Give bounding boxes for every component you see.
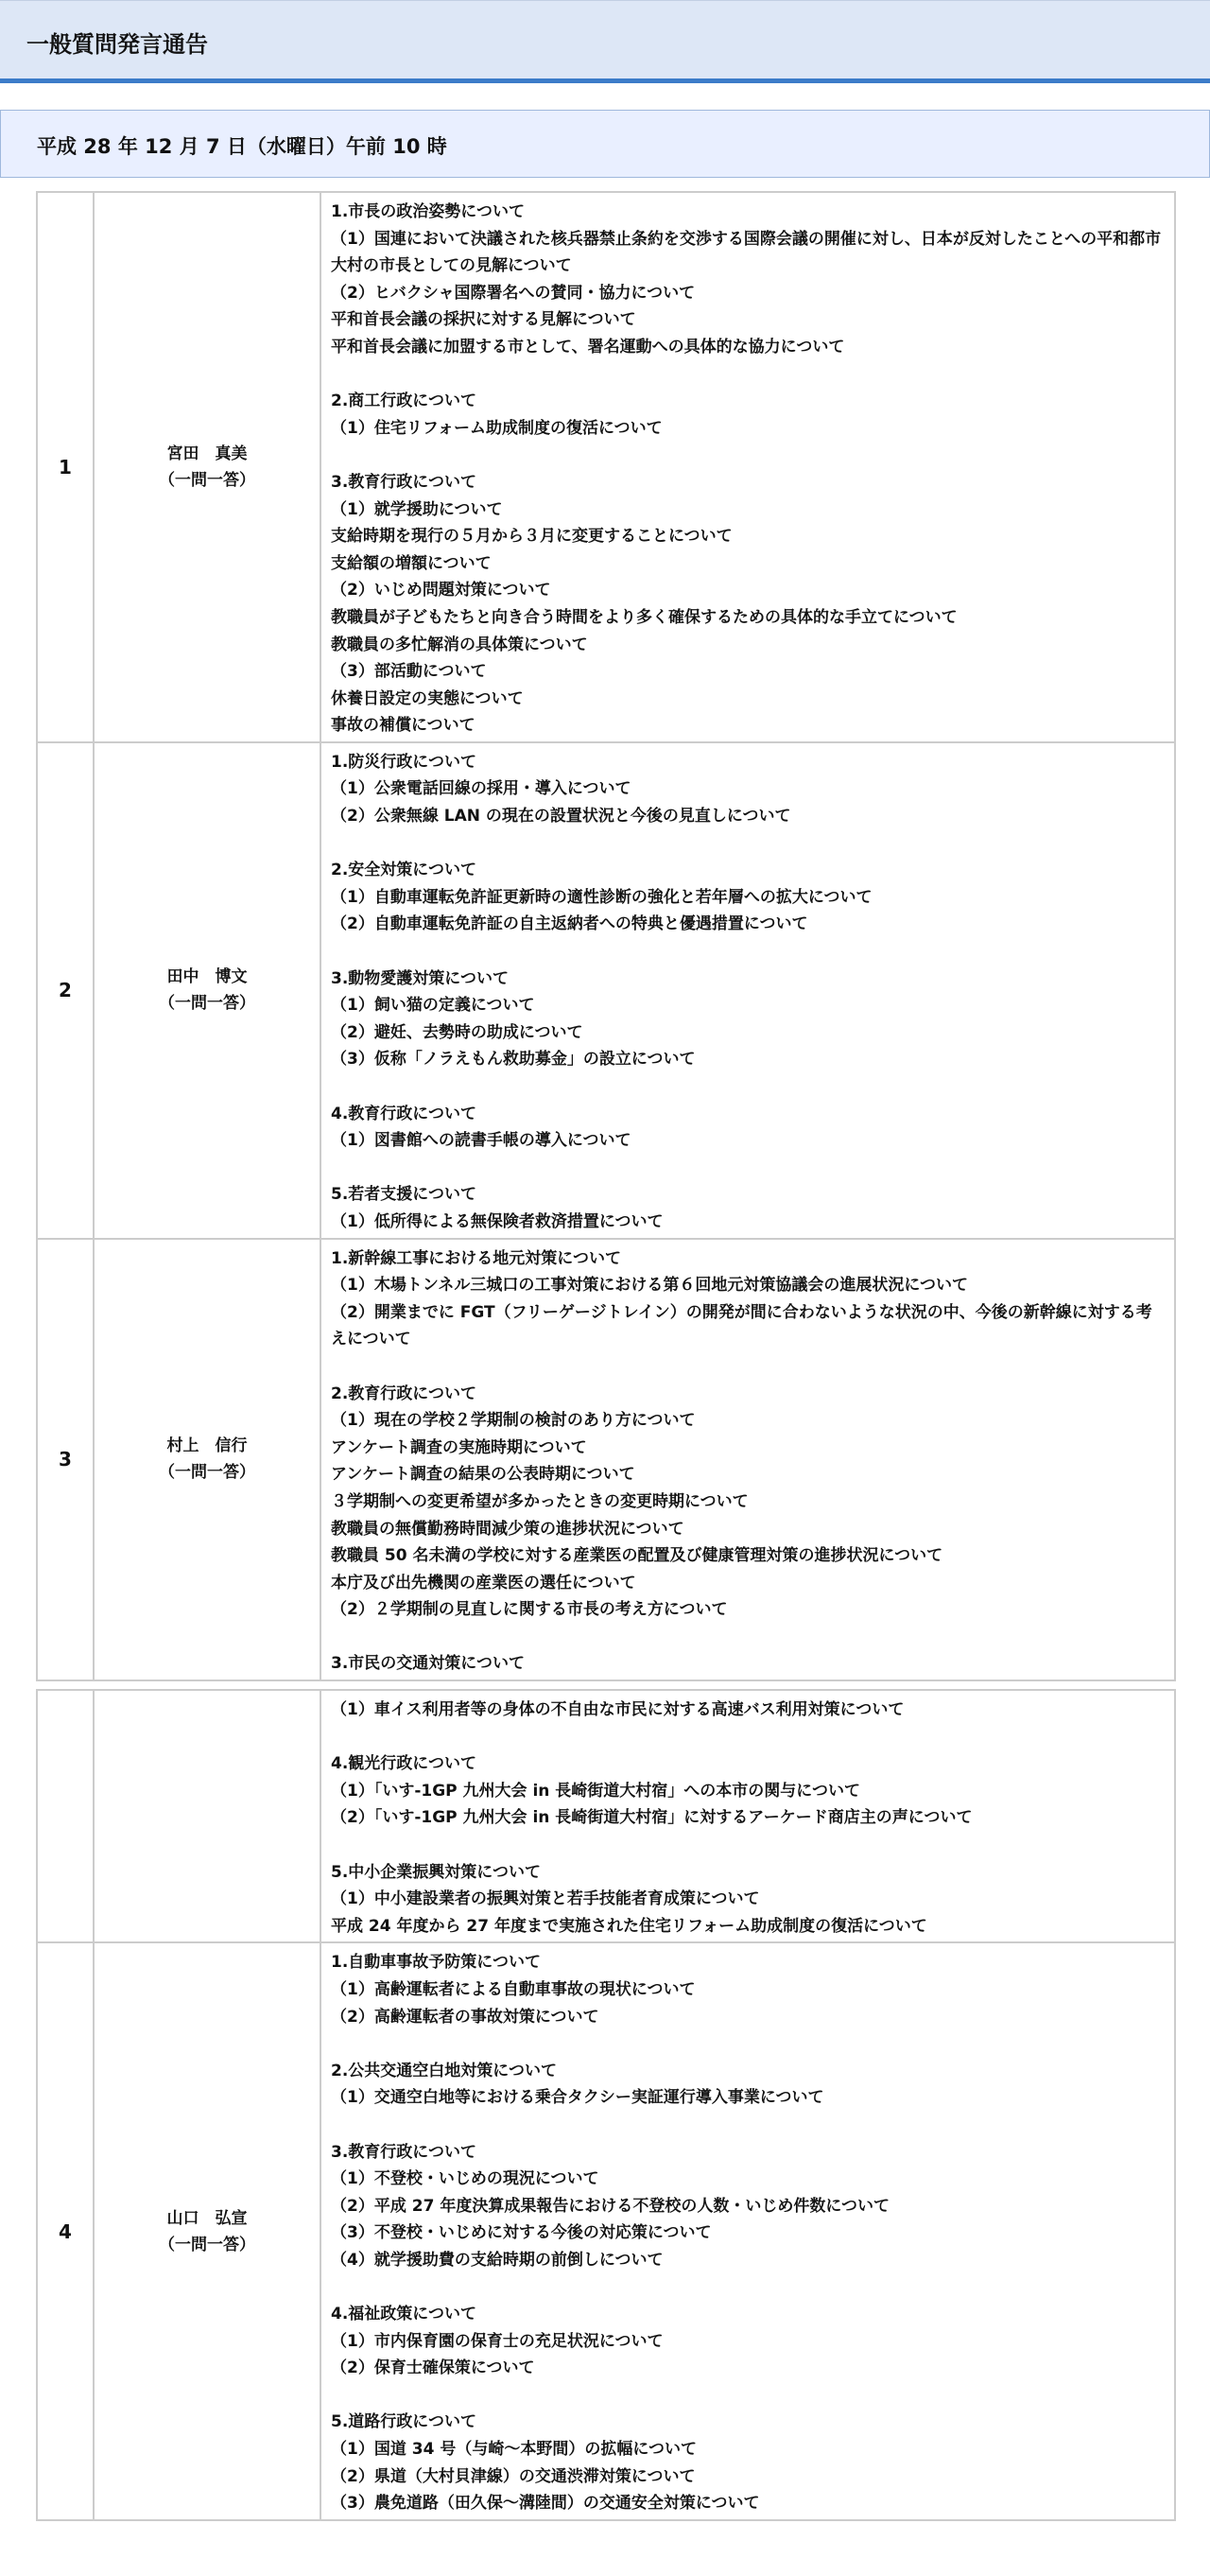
page-title: 一般質問発言通告 — [26, 31, 208, 58]
topic-spacer — [331, 1724, 1167, 1751]
speaker-cell — [94, 1942, 320, 2519]
topic-spacer — [331, 2382, 1167, 2410]
topic-line: 休養日設定の実態について — [331, 688, 524, 708]
topic-line: （1）中小建設業者の振興対策と若手技能者育成策について — [331, 1889, 760, 1909]
topic-line: 3.教育行政について — [331, 2142, 476, 2162]
topic-line: 3.動物愛護対策について — [331, 968, 509, 988]
speaker-name: 田中 博文 — [166, 967, 248, 987]
speaker-cell — [94, 192, 320, 742]
topic-line: 5.道路行政について — [331, 2412, 476, 2432]
topic-line: 平和首長会議の採択に対する見解について — [331, 310, 636, 330]
speaker-cell — [94, 1690, 320, 1942]
topic-line: 3.教育行政について — [331, 472, 476, 492]
question-format: （一問一答） — [159, 470, 255, 490]
topic-line: （2）公衆無線 LAN の現在の設置状況と今後の見直しについて — [331, 807, 791, 827]
speaker-number: 1 — [37, 192, 94, 742]
topic-line: （2）２学期制の見直しに関する市長の考え方について — [331, 1600, 728, 1620]
topic-line: （2）「いす-1GP 九州大会 in 長崎街道大村宿」に対するアーケード商店主の声について — [331, 1808, 973, 1828]
topic-line: （4）就学援助費の支給時期の前倒しについて — [331, 2250, 664, 2270]
speaker-cell — [94, 742, 320, 1239]
question-topics — [320, 192, 1175, 742]
topic-spacer — [331, 361, 1167, 389]
topic-line: 事故の補償について — [331, 716, 475, 736]
topic-line: アンケート調査の実施時期について — [331, 1437, 587, 1457]
topic-spacer — [331, 2273, 1167, 2301]
speaker-name: 村上 信行 — [166, 1436, 248, 1456]
topic-line: （2）保育士確保策について — [331, 2358, 535, 2378]
topic-line: 1.自動車事故予防策について — [331, 1953, 541, 1973]
topic-spacer — [331, 2030, 1167, 2058]
topic-line: （2）高齢運転者の事故対策について — [331, 2007, 599, 2027]
session-date-bar — [0, 110, 1210, 178]
topic-line: 平成 24 年度から 27 年度まで実施された住宅リフォーム助成制度の復活について — [331, 1916, 927, 1936]
topic-line: （3）不登校・いじめに対する今後の対応策について — [331, 2223, 712, 2243]
topic-line: （1）国道 34 号（与崎～本野間）の拡幅について — [331, 2440, 697, 2460]
question-topics — [320, 1239, 1175, 1681]
topic-line: （1）不登校・いじめの現況について — [331, 2169, 599, 2189]
topic-line: （1）国連において決議された核兵器禁止条約を交渉する国際会議の開催に対し、日本が反対したことへの平和都市大村の市長としての見解について — [331, 229, 1162, 276]
topic-spacer — [331, 2112, 1167, 2139]
topic-line: 4.観光行政について — [331, 1754, 476, 1774]
speaker-number — [37, 1690, 94, 1942]
topic-line: （2）平成 27 年度決算成果報告における不登校の人数・いじめ件数について — [331, 2196, 890, 2216]
question-row — [37, 1239, 1175, 1681]
topic-line: （1）木場トンネル三城口の工事対策における第６回地元対策協議会の進展状況について — [331, 1276, 968, 1296]
topic-line: 教職員 50 名未満の学校に対する産業医の配置及び健康管理対策の進捗状況について — [331, 1546, 943, 1566]
question-row — [37, 1942, 1175, 2519]
topic-line: （2）いじめ問題対策について — [331, 581, 551, 600]
topic-line: 2.商工行政について — [331, 392, 476, 411]
topic-line: （1）低所得による無保険者救済措置について — [331, 1211, 664, 1231]
topic-spacer — [331, 1353, 1167, 1381]
topic-line: 教職員の無償勤務時間減少策の進捗状況について — [331, 1519, 684, 1539]
topic-spacer — [331, 1832, 1167, 1859]
topic-line: 4.教育行政について — [331, 1104, 476, 1123]
topic-line: （3）農免道路（田久保～溝陸間）の交通安全対策について — [331, 2494, 760, 2514]
question-format: （一問一答） — [159, 1463, 255, 1483]
topic-line: （3）仮称「ノラえもん救助募金」の設立について — [331, 1050, 696, 1070]
session-date: 平成 28 年 12 月 7 日（水曜日）午前 10 時 — [37, 135, 447, 158]
topic-line: （1）「いす-1GP 九州大会 in 長崎街道大村宿」への本市の関与について — [331, 1781, 860, 1801]
question-topics — [320, 742, 1175, 1239]
topic-line: （1）図書館への読書手帳の導入について — [331, 1131, 631, 1151]
topic-line: （2）避妊、去勢時の助成について — [331, 1022, 583, 1042]
topic-line: 平和首長会議に加盟する市として、署名運動への具体的な協力について — [331, 337, 845, 357]
topic-line: 5.中小企業振興対策について — [331, 1862, 541, 1882]
topic-line: （2）県道（大村貝津線）の交通渋滞対策について — [331, 2466, 696, 2486]
topic-line: 5.若者支援について — [331, 1185, 476, 1205]
topic-line: （2）開業までに FGT（フリーゲージトレイン）の開発が間に合わないような状況の中、今後の新幹線に対する考えについて — [331, 1302, 1152, 1349]
topic-line: 3.市民の交通対策について — [331, 1654, 525, 1674]
topic-line: 2.安全対策について — [331, 861, 476, 880]
speaker-number: 3 — [37, 1239, 94, 1681]
topic-line: 2.公共交通空白地対策について — [331, 2061, 557, 2080]
question-topics — [320, 1942, 1175, 2519]
topic-spacer — [331, 442, 1167, 469]
question-topics — [320, 1690, 1175, 1942]
question-format: （一問一答） — [159, 994, 255, 1014]
topic-line: 本庁及び出先機関の産業医の選任について — [331, 1573, 636, 1593]
topic-line: （1）市内保育園の保育士の充足状況について — [331, 2331, 664, 2351]
speaker-cell — [94, 1239, 320, 1681]
question-format: （一問一答） — [159, 2235, 255, 2254]
topic-line: 1.新幹線工事における地元対策について — [331, 1248, 621, 1268]
topic-spacer — [331, 1155, 1167, 1182]
topic-line: （1）住宅リフォーム助成制度の復活について — [331, 418, 663, 438]
question-table-page1 — [36, 191, 1176, 1681]
page-header — [0, 0, 1210, 83]
topic-line: （2）ヒバクシャ国際署名への賛同・協力について — [331, 283, 696, 303]
topic-line: 教職員の多忙解消の具体策について — [331, 635, 588, 654]
topic-spacer — [331, 1624, 1167, 1651]
question-row — [37, 192, 1175, 742]
topic-line: 1.市長の政治姿勢について — [331, 202, 525, 221]
topic-line: （1）公衆電話回線の採用・導入について — [331, 779, 631, 799]
topic-line: （1）現在の学校２学期制の検討のあり方について — [331, 1411, 696, 1431]
topic-line: （1）交通空白地等における乗合タクシー実証運行導入事業について — [331, 2088, 824, 2108]
topic-line: （1）高齢運転者による自動車事故の現状について — [331, 1979, 696, 1999]
topic-line: 支給額の増額について — [331, 553, 492, 573]
topic-line: ３学期制への変更希望が多かったときの変更時期について — [331, 1491, 749, 1511]
topic-line: （1）車イス利用者等の身体の不自由な市民に対する高速バス利用対策について — [331, 1700, 905, 1719]
topic-line: （1）就学援助について — [331, 499, 503, 519]
topic-line: （1）飼い猫の定義について — [331, 996, 535, 1016]
topic-line: （2）自動車運転免許証の自主返納者への特典と優遇措置について — [331, 914, 808, 934]
question-table-page2 — [36, 1689, 1176, 2521]
question-row — [37, 742, 1175, 1239]
topic-line: 1.防災行政について — [331, 752, 476, 772]
topic-line: アンケート調査の結果の公表時期について — [331, 1465, 635, 1485]
topic-line: 支給時期を現行の５月から３月に変更することについて — [331, 527, 733, 547]
speaker-number: 2 — [37, 742, 94, 1239]
topic-line: （1）自動車運転免許証更新時の適性診断の強化と若年層への拡大について — [331, 887, 873, 907]
speaker-number: 4 — [37, 1942, 94, 2519]
question-row — [37, 1690, 1175, 1942]
speaker-name: 山口 弘宣 — [166, 2208, 248, 2228]
topic-spacer — [331, 830, 1167, 858]
topic-spacer — [331, 1073, 1167, 1101]
speaker-name: 宮田 真美 — [166, 444, 248, 463]
topic-line: （3）部活動について — [331, 662, 487, 682]
topic-line: 4.福祉政策について — [331, 2305, 476, 2324]
topic-line: 教職員が子どもたちと向き合う時間をより多く確保するための具体的な手立てについて — [331, 607, 958, 627]
topic-line: 2.教育行政について — [331, 1384, 476, 1403]
topic-spacer — [331, 938, 1167, 966]
